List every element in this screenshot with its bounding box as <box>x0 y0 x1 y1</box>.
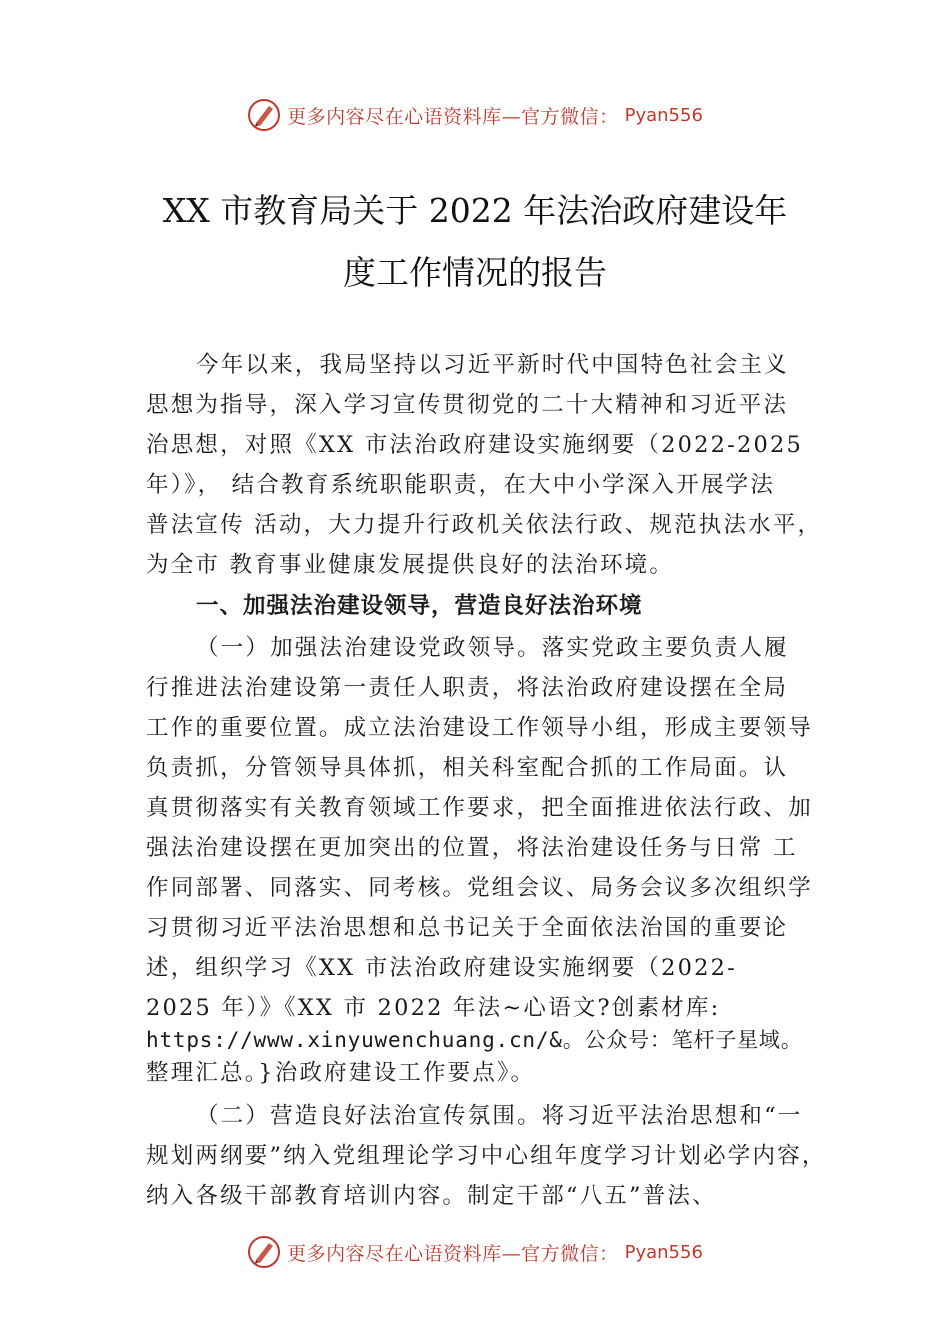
subsection-heading-2: （二）营造良好法治宣传氛围。将习近平法治思想和“一 <box>196 1103 803 1129</box>
body-line: 思想为指导，深入学习宣传贯彻党的二十大精神和习近平法 <box>146 392 789 418</box>
watermark-text: 更多内容尽在心语资料库—官方微信： <box>287 105 619 128</box>
watermark-wechat-id: Pyan556 <box>624 104 703 126</box>
body-line: 今年以来，我局坚持以习近平新时代中国特色社会主义 <box>196 352 789 378</box>
body-line: 习贯彻习近平法治思想和总书记关于全面依法治国的重要论 <box>146 915 789 941</box>
body-line: 真贯彻落实有关教育领域工作要求，把全面推进依法行政、加 <box>146 795 813 821</box>
body-line: 2025 年）》《XX 市 2022 年法~心语文?创素材库: <box>146 995 721 1021</box>
body-line-url: https://www.xinyuwenchuang.cn/&。公众号：笔杆子星域。 <box>146 1028 803 1052</box>
body-line: 作同部署、同落实、同考核。党组会议、局务会议多次组织学 <box>146 875 813 901</box>
watermark-text: 更多内容尽在心语资料库—官方微信： <box>287 1242 619 1265</box>
section-heading-1: 一、加强法治建设领导，营造良好法治环境 <box>196 593 643 619</box>
body-line: 规划两纲要”纳入党组理论学习中心组年度学习计划必学内容， <box>146 1143 827 1169</box>
watermark-footer <box>0 1232 950 1272</box>
body-line: 负责抓，分管领导具体抓，相关科室配合抓的工作局面。认 <box>146 755 789 781</box>
pen-logo-icon <box>247 1235 281 1269</box>
title-line-2: 度工作情况的报告 <box>343 253 607 292</box>
document-title <box>0 180 950 304</box>
body-line: 行推进法治建设第一责任人职责，将法治政府建设摆在全局 <box>146 675 789 701</box>
body-line: 工作的重要位置。成立法治建设工作领导小组，形成主要领导 <box>146 715 813 741</box>
body-line: 纳入各级干部教育培训内容。制定干部“八五”普法、 <box>146 1183 717 1209</box>
body-line: 年）》， 结合教育系统职能职责，在大中小学深入开展学法 <box>146 472 776 498</box>
body-line: 普法宣传 活动，大力提升行政机关依法行政、规范执法水平， <box>146 512 823 538</box>
body-line: 述，组织学习《XX 市法治政府建设实施纲要（2022- <box>146 955 737 981</box>
body-line: 治思想，对照《XX 市法治政府建设实施纲要（2022-2025 <box>146 432 804 458</box>
watermark-wechat-id: Pyan556 <box>624 1241 703 1263</box>
pen-logo-icon <box>247 98 281 132</box>
body-line: 强法治建设摆在更加突出的位置，将法治建设任务与日常 工 <box>146 835 798 861</box>
watermark-header <box>0 95 950 135</box>
body-line: 为全市 教育事业健康发展提供良好的法治环境。 <box>146 552 675 578</box>
title-line-1: XX 市教育局关于 2022 年法治政府建设年 <box>162 191 788 230</box>
body-line: 整理汇总。}治政府建设工作要点》。 <box>146 1060 536 1086</box>
subsection-heading-1: （一）加强法治建设党政领导。落实党政主要负责人履 <box>196 635 789 661</box>
